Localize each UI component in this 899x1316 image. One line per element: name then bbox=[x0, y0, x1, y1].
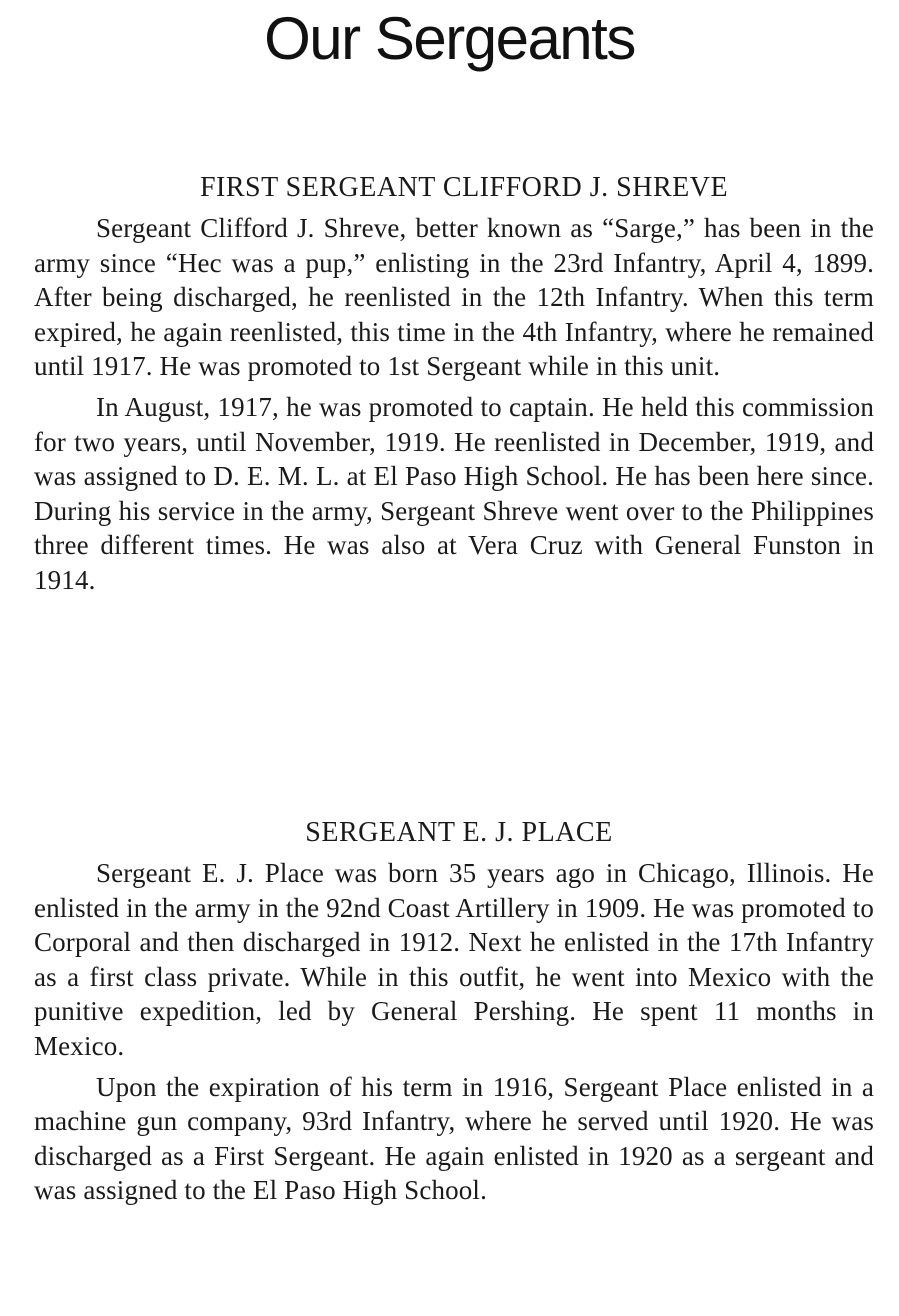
paragraph: Upon the expiration of his term in 1916, Sergeant Place enlisted in a machine gun company, 93rd Infantry, where he served until 1920. He was discharged as a First Sergeant. He again enlisted in 1920 as a sergeant and was assigned to the El Paso High School. bbox=[34, 1071, 874, 1206]
page-title: Our Sergeants bbox=[264, 5, 635, 72]
paragraph: Sergeant Clifford J. Shreve, better known as “Sarge,” has been in the army since “Hec was a pup,” enlisting in the 23rd Infantry, April 4, 1899. After being discharged, he reenlisted in the 12th Infantry. When this term expired, he again reenlisted, this time in the 4th Infantry, where he remained until 1917. He was promoted to 1st Sergeant while in this unit. bbox=[34, 213, 874, 382]
paragraph: In August, 1917, he was promoted to captain. He held this commission for two years, until November, 1919. He reenlisted in December, 1919, and was assigned to D. E. M. L. at El Paso High School. He has been here since. During his service in the army, Sergeant Shreve went over to the Philippines three different times. He was also at Vera Cruz with General Funston in 1914. bbox=[34, 391, 874, 595]
section-place bbox=[34, 816, 874, 1214]
section-heading: SERGEANT E. J. PLACE bbox=[305, 817, 613, 848]
section-heading: FIRST SERGEANT CLIFFORD J. SHREVE bbox=[199, 172, 729, 203]
paragraph: Sergeant E. J. Place was born 35 years ago in Chicago, Illinois. He enlisted in the army in the 92nd Coast Artillery in 1909. He was promoted to Corporal and then discharged in 1912. Next he enlisted in the 17th Infantry as a first class private. While in this outfit, he went into Mexico with the punitive expedition, led by General Pershing. He spent 11 months in Mexico. bbox=[34, 858, 875, 1061]
section-shreve bbox=[34, 171, 874, 604]
